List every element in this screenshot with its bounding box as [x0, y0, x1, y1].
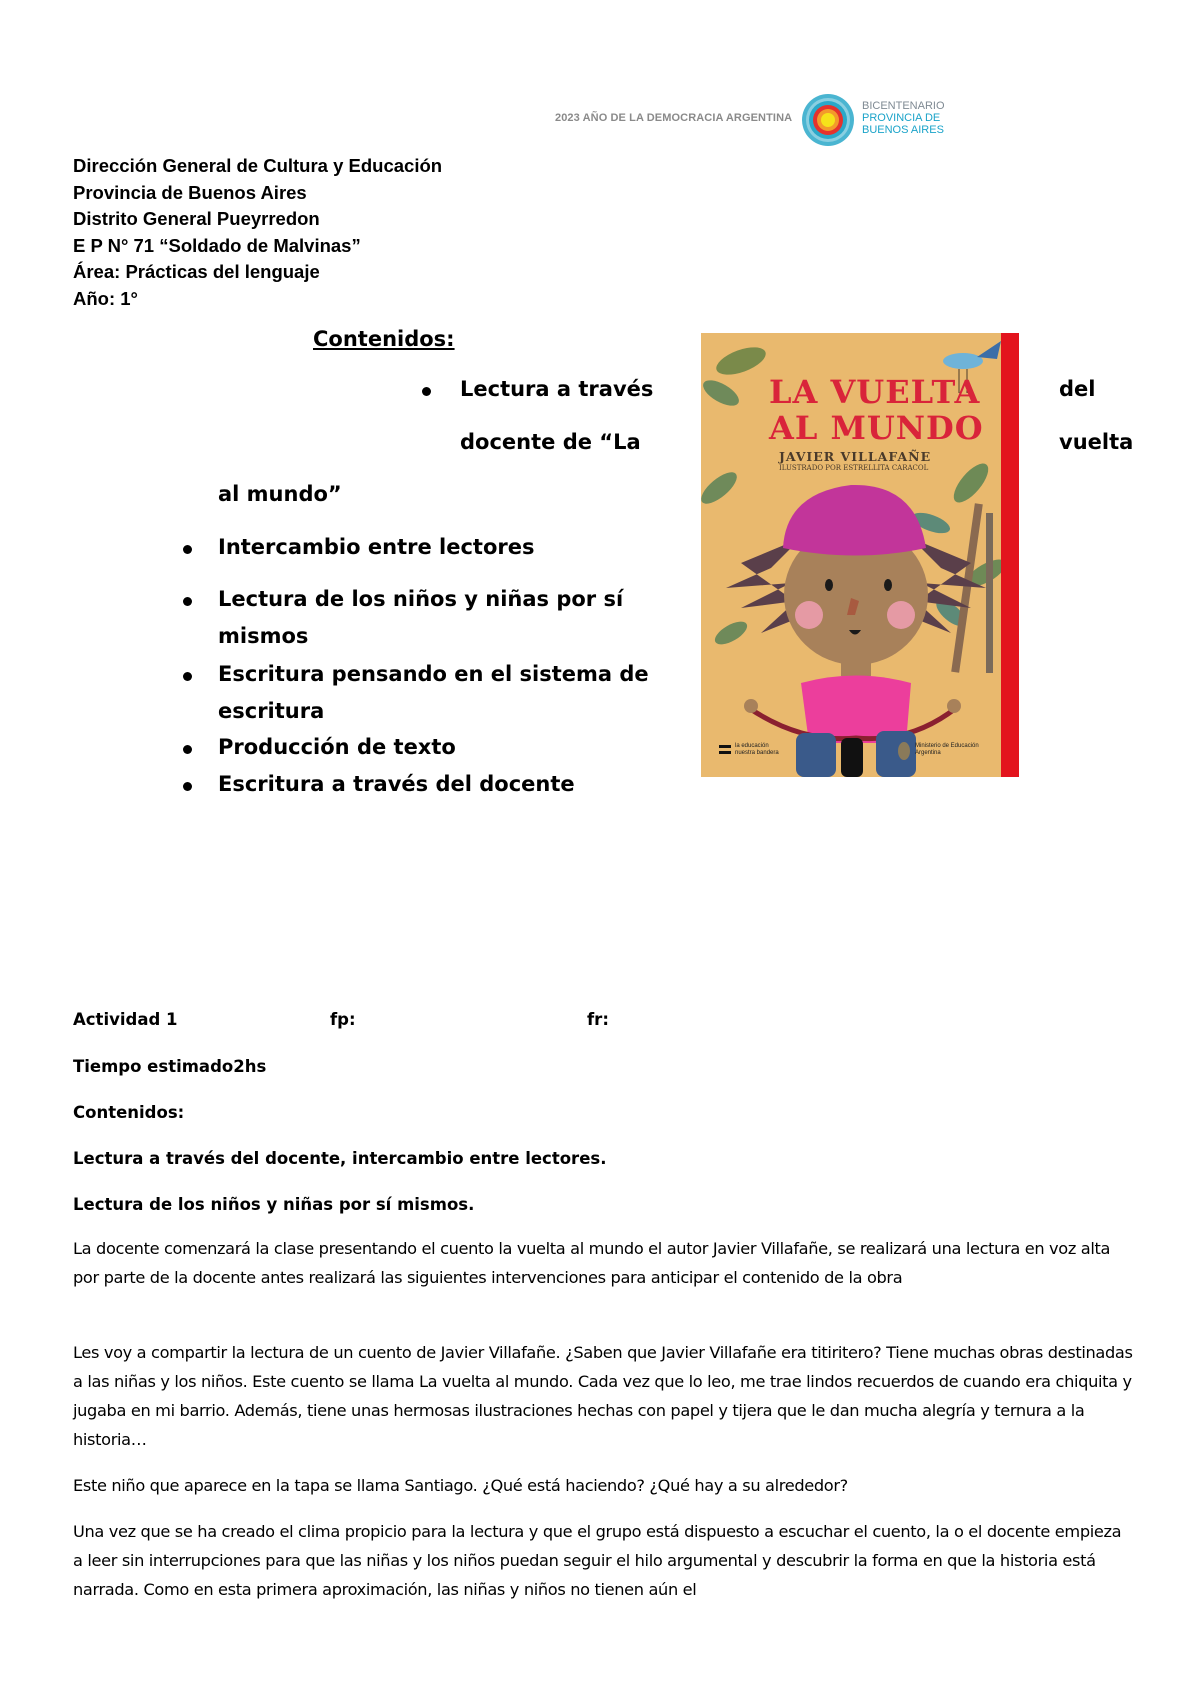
cover-title-line2: AL MUNDO — [769, 409, 984, 447]
fr-label: fr: — [587, 1010, 609, 1029]
institution-line: Área: Prácticas del lenguaje — [73, 261, 320, 282]
content-item-cont: mismos — [218, 624, 309, 648]
institution-line: Año: 1° — [73, 287, 138, 309]
bullet-icon — [183, 545, 192, 554]
content-item: Producción de texto — [218, 735, 456, 759]
sun-emblem-icon — [800, 92, 856, 148]
book-cover-image — [701, 333, 1019, 777]
header-logo — [555, 90, 955, 150]
estimated-time: Tiempo estimado2hs — [73, 1057, 267, 1076]
institution-block — [73, 153, 442, 312]
institution-line: E P N° 71 “Soldado de Malvinas” — [73, 234, 361, 256]
content-item-1e: al mundo” — [218, 482, 342, 506]
content-item: Lectura de los niños y niñas por sí — [218, 587, 624, 611]
cover-publisher-right: Ministerio de Educación Argentina — [915, 743, 979, 756]
content-item-1d: vuelta — [1059, 430, 1134, 454]
content-item: Escritura a través del docente — [218, 772, 575, 796]
bicentenario-text: BICENTENARIO PROVINCIA DE BUENOS AIRES — [862, 100, 945, 136]
bullet-icon — [422, 387, 431, 396]
bullet-icon — [183, 597, 192, 606]
bullet-icon — [183, 745, 192, 754]
content-item-1c: docente de “La — [460, 430, 641, 454]
activity-contents-2: Lectura de los niños y niñas por sí mismos. — [73, 1195, 475, 1214]
paragraph-cover-question: Este niño que aparece en la tapa se llama Santiago. ¿Qué está haciendo? ¿Qué hay a su alrededor? — [73, 1476, 848, 1495]
cover-publisher-left: la educación nuestra bandera — [735, 743, 779, 756]
activity-contents-label: Contenidos: — [73, 1103, 185, 1122]
content-item: Intercambio entre lectores — [218, 535, 535, 559]
content-item-1b: del — [1059, 377, 1096, 401]
cover-title-line1: LA VUELTA — [769, 373, 981, 411]
democracy-slogan: 2023 AÑO DE LA DEMOCRACIA ARGENTINA — [555, 112, 793, 124]
paragraph-teacher-speech: Les voy a compartir la lectura de un cuento de Javier Villafañe. ¿Saben que Javier Villafañe era titiritero? Tiene muchas obras destinadas a las niñas y los niños. Este cuento se llama La vuelta al mundo. Cada vez que lo leo, me trae lindos recuerdos de cuando era chiquita y jugaba en mi barrio. Además, tiene unas hermosas ilustraciones hechas con papel y tijera que le dan mucha alegría y ternura a la historia… — [73, 1343, 1133, 1449]
cover-red-stripe — [1001, 333, 1019, 777]
cover-illustrator: ILUSTRADO POR ESTRELLITA CARACOL — [779, 464, 929, 472]
content-item: Escritura pensando en el sistema de — [218, 662, 649, 686]
activity-title: Actividad 1 — [73, 1010, 178, 1029]
bullet-icon — [183, 672, 192, 681]
paragraph-reading: Una vez que se ha creado el clima propicio para la lectura y que el grupo está dispuesto a escuchar el cuento, la o el docente empieza a leer sin interrupciones para que las niñas y los niños puedan seguir el hilo argumental y descubrir la forma en que la historia está narrada. Como en esta primera aproximación, las niñas y niños no tienen aún el — [73, 1522, 1122, 1599]
institution-line: Provincia de Buenos Aires — [73, 181, 307, 203]
bullet-icon — [183, 782, 192, 791]
fp-label: fp: — [330, 1010, 356, 1029]
institution-line: Dirección General de Cultura y Educación — [73, 155, 443, 176]
contents-title: Contenidos: — [313, 327, 455, 351]
activity-contents-1: Lectura a través del docente, intercambio entre lectores. — [73, 1149, 607, 1168]
paragraph-intro: La docente comenzará la clase presentando el cuento la vuelta al mundo el autor Javier Villafañe, se realizará una lectura en voz alta por parte de la docente antes realizará las siguientes intervenciones para anticipar el contenido de la obra — [73, 1239, 1111, 1287]
institution-line: Distrito General Pueyrredon — [73, 208, 320, 229]
cover-author: JAVIER VILLAFAÑE — [779, 449, 932, 464]
content-item-cont: escritura — [218, 699, 325, 723]
content-item-1a: Lectura a través — [460, 377, 654, 401]
